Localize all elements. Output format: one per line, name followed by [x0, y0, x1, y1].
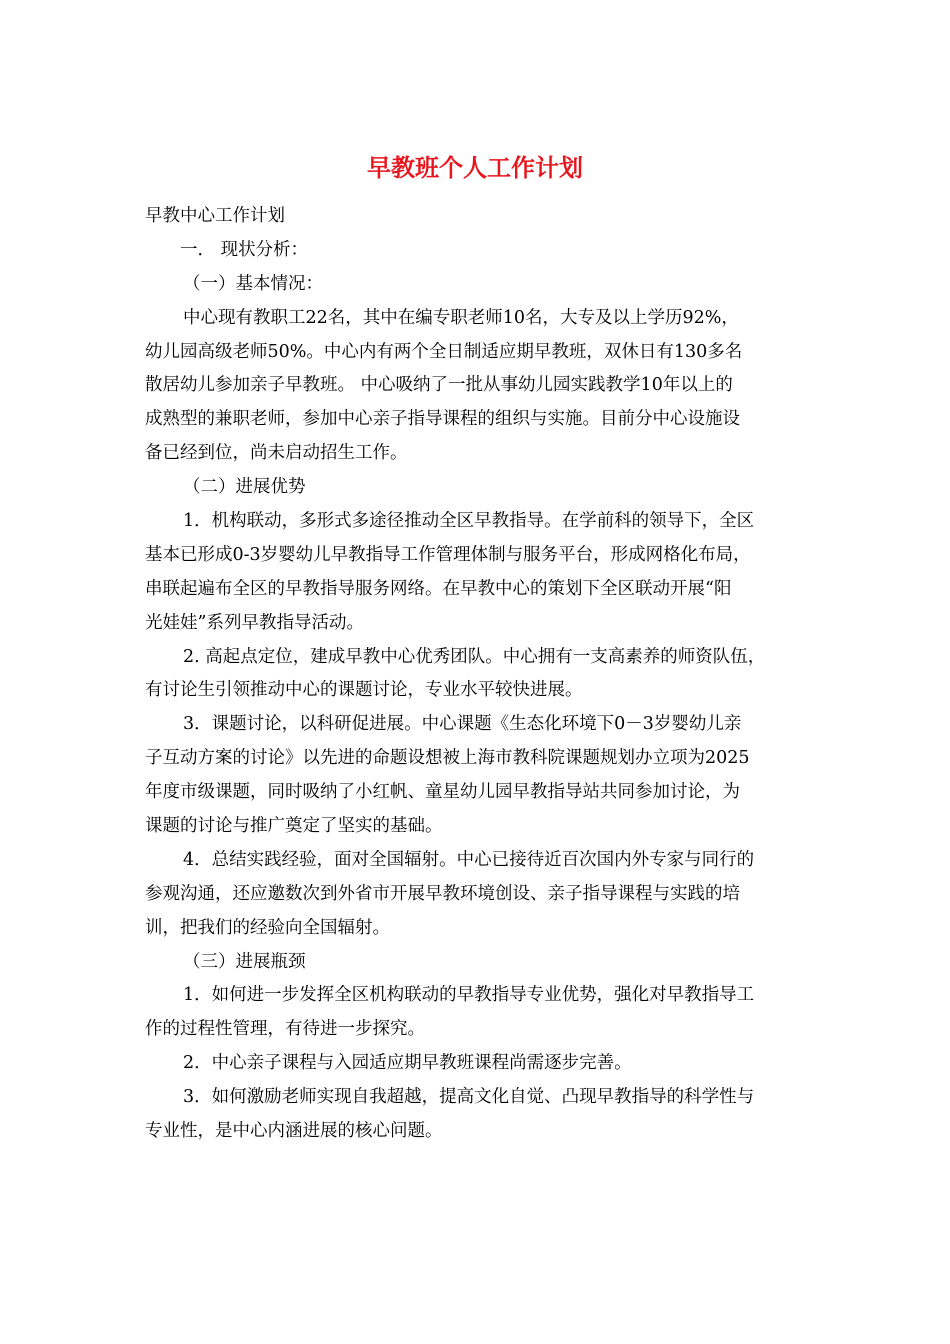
- text-line: （三）进展瓶颈: [183, 951, 306, 972]
- text-line: 2. 高起点定位，建成早教中心优秀团队。中心拥有一支高素养的师资队伍，: [183, 646, 766, 667]
- text-line: 4．总结实践经验，面对全国辐射。中心已接待近百次国内外专家与同行的: [183, 849, 755, 870]
- text-line: 幼儿园高级老师50%。中心内有两个全日制适应期早教班，双休日有130多名: [145, 341, 743, 362]
- text-line: 专业性，是中心内涵进展的核心问题。: [145, 1121, 443, 1142]
- text-line: 早教中心工作计划: [145, 206, 285, 226]
- text-line: 年度市级课题，同时吸纳了小红帆、童星幼儿园早教指导站共同参加讨论，为: [145, 782, 740, 803]
- document-body: [145, 200, 815, 1149]
- text-line: 散居幼儿参加亲子早教班。 中心吸纳了一批从事幼儿园实践教学10年以上的: [145, 375, 733, 396]
- text-line: 一． 现状分析：: [180, 239, 309, 260]
- text-line: 1．如何进一步发挥全区机构联动的早教指导专业优势，强化对早教指导工: [183, 985, 755, 1006]
- text-line: 有讨论生引领推动中心的课题讨论，专业水平较快进展。: [145, 680, 583, 701]
- text-line: 成熟型的兼职老师，参加中心亲子指导课程的组织与实施。目前分中心设施设: [145, 409, 740, 430]
- text-line: 光娃娃”系列早教指导活动。: [145, 612, 364, 633]
- text-line: 3．课题讨论，以科研促进展。中心课题《生态化环境下0－3岁婴幼儿亲: [183, 714, 742, 735]
- text-line: 中心现有教职工22名，其中在编专职老师10名，大专及以上学历92%，: [183, 307, 739, 328]
- text-line: 参观沟通，还应邀数次到外省市开展早教环境创设、亲子指导课程与实践的培: [145, 883, 740, 904]
- text-line: 训，把我们的经验向全国辐射。: [145, 917, 390, 938]
- text-line: 3．如何激励老师实现自我超越，提高文化自觉、凸现早教指导的科学性与: [183, 1087, 755, 1108]
- text-line: （二）进展优势: [183, 477, 306, 498]
- text-line: 串联起遍布全区的早教指导服务网络。在早教中心的策划下全区联动开展“阳: [145, 578, 732, 599]
- document-title: 早教班个人工作计划: [367, 153, 583, 182]
- text-line: 2．中心亲子课程与入园适应期早教班课程尚需逐步完善。: [183, 1053, 632, 1074]
- text-line: 课题的讨论与推广奠定了坚实的基础。: [145, 816, 443, 837]
- text-line: 备已经到位，尚未启动招生工作。: [145, 443, 408, 464]
- text-line: 1．机构联动，多形式多途径推动全区早教指导。在学前科的领导下，全区: [183, 511, 755, 532]
- text-line: 子互动方案的讨论》以先进的命题设想被上海市教科院课题规划办立项为2025: [145, 748, 750, 769]
- text-line: （一）基本情况：: [183, 273, 323, 294]
- text-line: 作的过程性管理，有待进一步探究。: [145, 1019, 425, 1040]
- text-line: 基本已形成0-3岁婴幼儿早教指导工作管理体制与服务平台，形成网格化布局，: [145, 544, 751, 565]
